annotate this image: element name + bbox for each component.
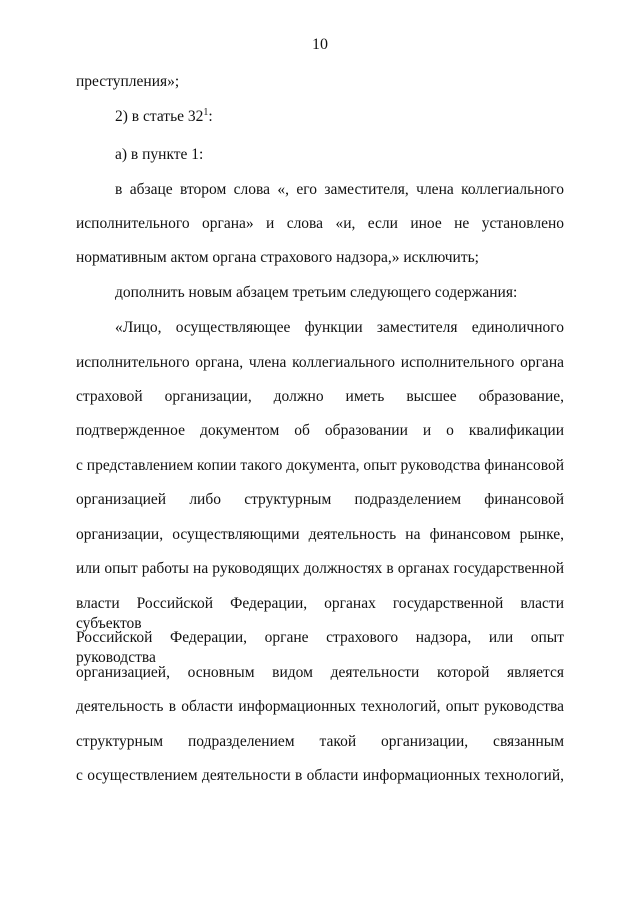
text-line: преступления»; [76,73,180,90]
text-line-tail: : [208,108,213,125]
text-line [115,107,564,127]
text-line: дополнить новым абзацем третьим следующего содержания: [115,284,518,301]
text-line: с представлением копии такого документа, опыт руководства финансовой [76,457,564,474]
text-line: или опыт работы на руководящих должностях в органах государственной [76,560,564,577]
text-line: организацией, основным видом деятельности которой является [76,664,564,681]
text-line: страховой организации, должно иметь высшее образование, [76,388,564,405]
text-line: нормативным актом органа страхового надзора,» исключить; [76,249,479,266]
text-line: с осуществлением деятельности в области информационных технологий, [76,767,564,784]
text-line: «Лицо, осуществляющее функции заместителя единоличного [115,319,564,336]
text-line: а) в пункте 1: [115,146,204,163]
text-line: исполнительного органа, члена коллегиального исполнительного органа [76,354,564,371]
superscript: 1 [203,106,209,118]
text-line: в абзаце втором слова «, его заместителя, члена коллегиального [115,181,564,198]
text-line: Российской Федерации, органе страхового надзора, или опыт руководства [76,629,564,666]
text-line: подтвержденное документом об образовании и о квалификации [76,422,564,439]
text-line: исполнительного органа» и слова «и, если иное не установлено [76,215,564,232]
page-number: 10 [312,36,328,53]
text-line: структурным подразделением такой организации, связанным [76,733,564,750]
text-line: организацией либо структурным подразделением финансовой [76,491,564,508]
text-line: власти Российской Федерации, органах государственной власти субъектов [76,595,564,632]
text-line: организации, осуществляющими деятельность на финансовом рынке, [76,526,564,543]
text-line-main: 2) в статье 32 [115,108,204,125]
text-line: деятельность в области информационных технологий, опыт руководства [76,698,564,715]
